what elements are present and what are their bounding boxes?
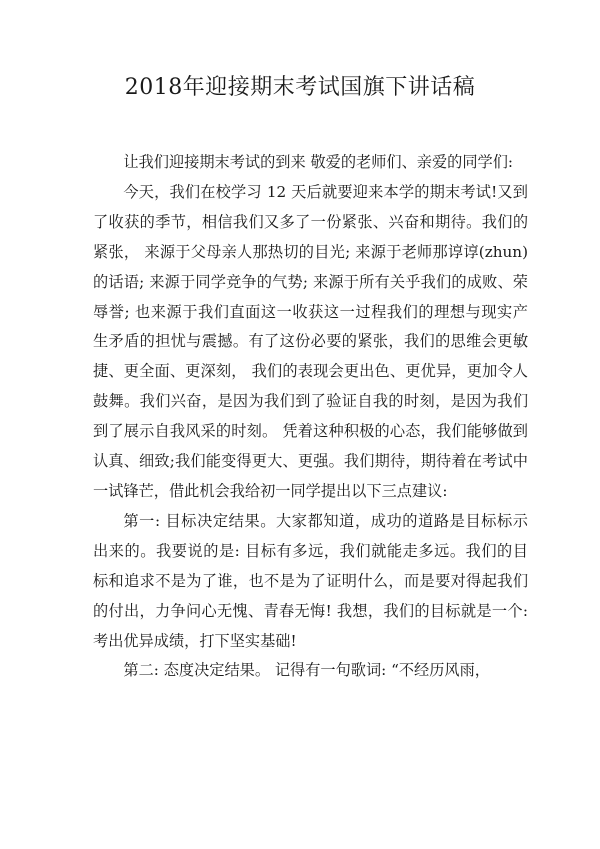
paragraph-greeting: 让我们迎接期末考试的到来 敬爱的老师们、亲爱的同学们: [123, 153, 514, 171]
paragraph-opening: 今天，我们在校学习 12 天后就要迎来本学的期末考试!又到了收获的季节，相信我们又多了一份紧张、兴奋和期待。我们的紧张， 来源于父母亲人那热切的目光; 来源于老师那谆谆(zhun)的话语; 来源于同学竞争的气势; 来源于所有关乎我们的成败、荣辱誉; 也来源于我们直面这一收获这一过程我们的理想与现实产生矛盾的担忧与震撼。有了这份必要的紧张，我们的思维会更敏捷、更全面、更深刻， 我们的表现会更出色、更优异，更加令人鼓舞。我们兴奋，是因为我们到了验证自我的时刻，是因为我们到了展示自我风采的时刻。 凭着这种积极的心态，我们能够做到认真、细致;我们能变得更大、更强。我们期待，期待着在考试中一试锋芒，借此机会我给初一同学提出以下三点建议: [93, 182, 528, 500]
document-title: 2018年迎接期末考试国旗下讲话稿 [124, 75, 476, 100]
paragraph-point-two: 第二: 态度决定结果。 记得有一句歌词: “不经历风雨， [123, 661, 490, 680]
paragraph-point-one: 第一: 目标决定结果。大家都知道，成功的道路是目标标示出来的。我要说的是: 目标有多远，我们就能走多远。我们的目标和追求不是为了谁，也不是为了证明什么，而是要对得起我们的付出，力争问心无愧、青春无悔! 我想，我们的目标就是一个: 考出优异成绩，打下坚实基础! [93, 511, 528, 650]
document-body [93, 148, 528, 686]
